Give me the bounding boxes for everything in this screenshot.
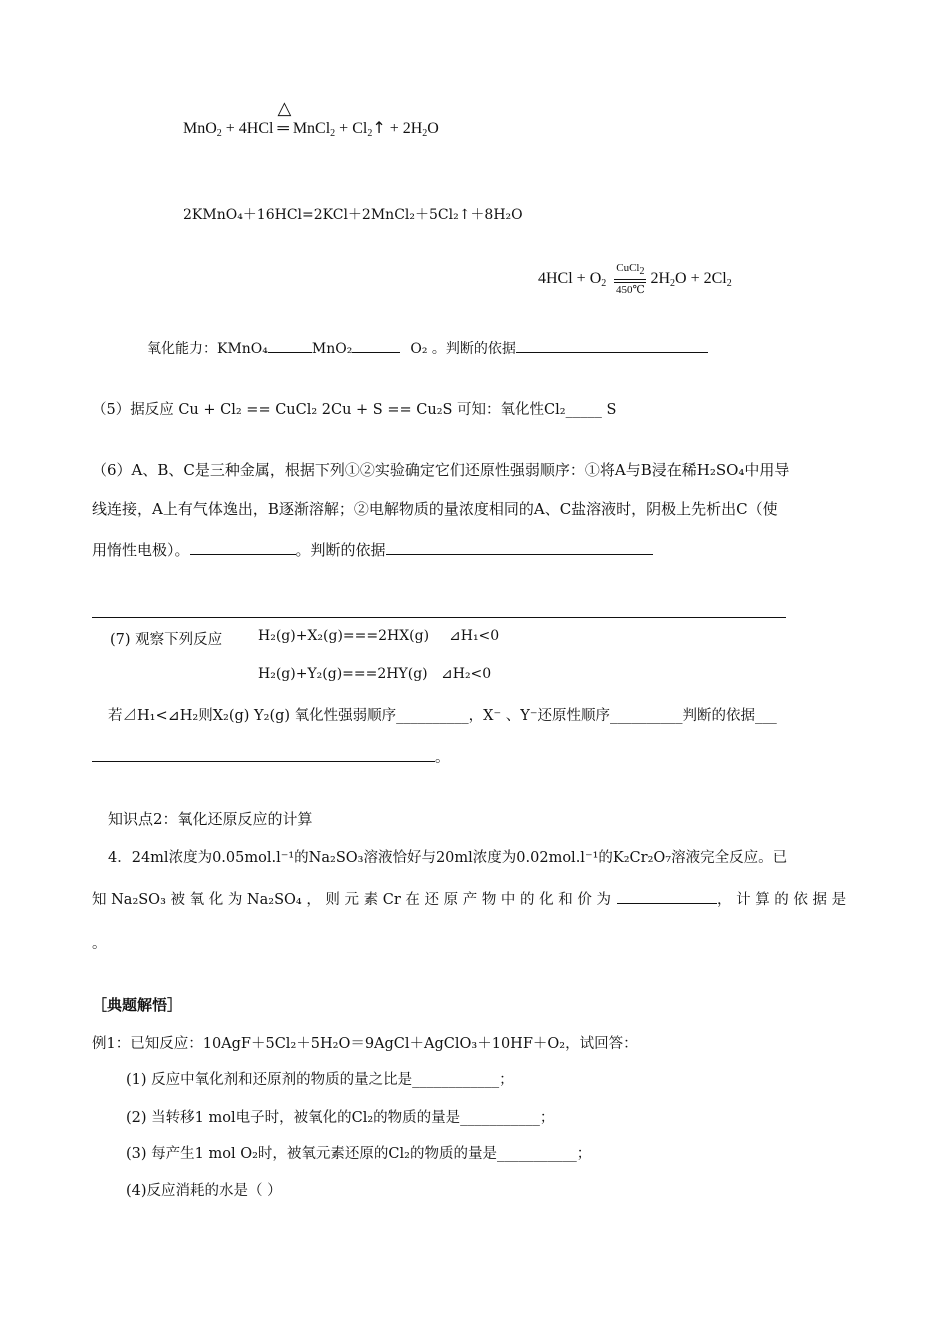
equation-hcl-o2-catalyzed: $4HCl + O_2$ $\frac{CuCl_2}{450℃}$ $2H_2O + 2Cl_2$ <box>538 262 732 296</box>
example-item-3: (3) 每产生1 mol O₂时，被氧元素还原的Cl₂的物质的量是___________； <box>126 1146 592 1162</box>
question-6-line-3: 用惰性电极）。 。判断的依据 <box>92 539 653 560</box>
answer-blank[interactable] <box>352 342 400 353</box>
example-item-2: (2) 当转移1 mol电子时，被氧化的Cl₂的物质的量是___________； <box>126 1110 555 1126</box>
example-item-4: (4)反应消耗的水是（ ） <box>126 1183 282 1199</box>
question-4-line-3: 。 <box>92 936 107 952</box>
equals-sign: ═ <box>277 120 289 137</box>
answer-blank[interactable] <box>617 889 717 904</box>
answer-blank[interactable]: ____________ <box>412 1072 500 1088</box>
question-7-label: (7) 观察下列反应 <box>110 632 223 648</box>
gas-arrow-icon: ↑ <box>372 118 386 137</box>
question-7-continuation: 。 <box>92 746 450 767</box>
question-6-line-2: 线连接，A上有气体逸出，B逐渐溶解；②电解物质的量浓度相同的A、C盐溶液时，阴极上先析出C（使 <box>92 500 778 518</box>
equation-mno2-hcl: MnO$_2$ + 4HCl △ ═ MnCl$_2$ + $Cl_2↑ + 2H_2O$ <box>183 98 439 139</box>
enthalpy-h2: ⊿H₂<0 <box>441 666 492 682</box>
answer-blank[interactable] <box>516 338 708 353</box>
knowledge-point-2-title: 知识点2：氧化还原反应的计算 <box>108 810 313 828</box>
section-heading: ［典题解悟］ <box>92 996 183 1014</box>
answer-blank[interactable] <box>190 540 296 555</box>
reaction-hy: H₂(g)+Y₂(g)===2HY(g) <box>258 666 428 682</box>
answer-blank[interactable]: __________ <box>609 708 683 724</box>
answer-line[interactable] <box>92 617 786 618</box>
answer-blank[interactable]: ___ <box>754 708 777 724</box>
answer-blank[interactable]: ___________ <box>460 1110 540 1126</box>
answer-blank[interactable]: ___________ <box>496 1146 577 1162</box>
heat-symbol: △ <box>277 98 292 118</box>
example-1-intro: 例1：已知反应：10AgF＋5Cl₂＋5H₂O＝9AgCl＋AgClO₃＋10HF＋O₂，试回答： <box>92 1036 638 1052</box>
question-4-line-1: 4．24ml浓度为0.05mol.l⁻¹的Na₂SO₃溶液恰好与20ml浓度为0.02mol.l⁻¹的K₂Cr₂O₇溶液完全反应。已 <box>108 850 788 866</box>
question-6-line-1: （6）A、B、C是三种金属，根据下列①②实验确定它们还原性强弱顺序：①将A与B浸在稀H₂SO₄中用导 <box>92 461 790 479</box>
answer-blank[interactable] <box>92 751 435 762</box>
question-5: （5）据反应 Cu + Cl₂ == CuCl₂ 2Cu + S == Cu₂S 可知：氧化性Cl₂_____ S <box>92 402 617 418</box>
equation-kmno4-hcl: 2KMnO₄＋16HCl=2KCl＋2MnCl₂＋5Cl₂↑＋8H₂O <box>183 207 523 223</box>
reaction-hx: H₂(g)+X₂(g)===2HX(g) <box>258 628 430 644</box>
oxidizing-ability-question: 氧化能力：KMnO₄ MnO₂ O₂ 。判断的依据 <box>147 338 708 358</box>
example-item-1: (1) 反应中氧化剂和还原剂的物质的量之比是____________； <box>126 1072 514 1088</box>
question-7-condition: 若⊿H₁<⊿H₂则X₂(g) Y₂(g) 氧化性强弱顺序__________，X⁻ 、Y⁻还原性顺序__________判断的依据___ <box>108 708 777 724</box>
answer-blank[interactable] <box>386 540 653 555</box>
enthalpy-h1: ⊿H₁<0 <box>449 628 500 644</box>
catalyst-condition: $\frac{CuCl_2}{450℃}$ <box>615 262 645 296</box>
question-4-line-2: 知 Na₂SO₃ 被 氧 化 为 Na₂SO₄ ， 则 元 素 Cr 在 还 原 产 物 中 的 化 和 价 为 ， 计 算 的 依 据 是 <box>92 888 846 909</box>
answer-blank[interactable] <box>268 342 312 353</box>
answer-blank[interactable]: __________ <box>396 708 469 724</box>
answer-blank[interactable]: _____ <box>565 402 602 418</box>
